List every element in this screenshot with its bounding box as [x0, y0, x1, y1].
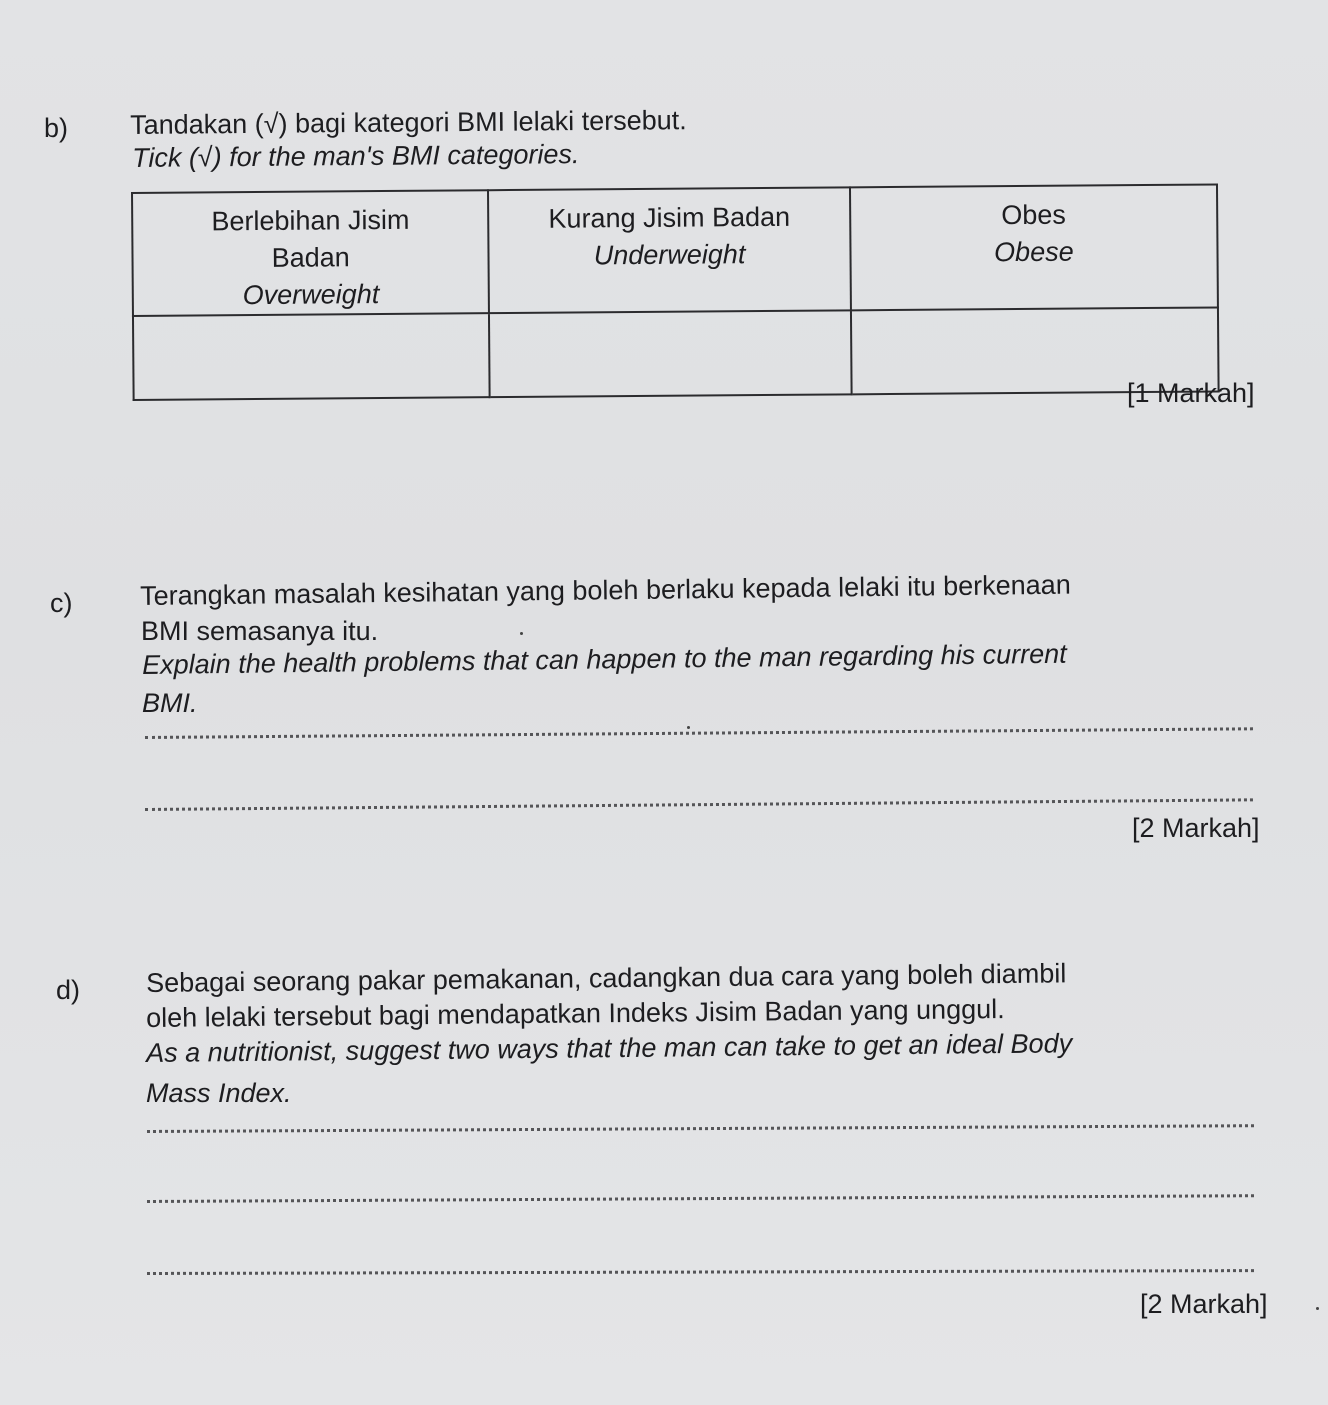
tick-cell-overweight[interactable] — [133, 313, 490, 400]
bmi-category-table — [131, 183, 1220, 401]
paper-speck — [520, 632, 523, 635]
header-overweight-en: Overweight — [242, 279, 380, 311]
header-overweight — [132, 190, 489, 316]
header-overweight-ms2: Badan — [271, 242, 350, 273]
paper-speck — [687, 726, 690, 729]
answer-line-d2[interactable] — [147, 1194, 1254, 1203]
header-obese-en: Obese — [993, 236, 1074, 268]
paper-speck — [1316, 1307, 1319, 1310]
question-b-instruction-en: Tick (√) for the man's BMI categories. — [131, 139, 580, 173]
question-c-ms-line1: Terangkan masalah kesihatan yang boleh berlaku kepada lelaki itu berkenaan — [139, 569, 1071, 611]
answer-line-c1[interactable] — [145, 727, 1253, 739]
question-d-en-line2: Mass Index. — [146, 1078, 292, 1108]
table-tick-row — [133, 307, 1219, 400]
question-d-ms-line1: Sebagai seorang pakar pemakanan, cadangkan dua cara yang boleh diambil — [145, 958, 1067, 998]
header-underweight — [488, 187, 850, 313]
question-c-marks: [2 Markah] — [1132, 813, 1260, 843]
question-b-instruction-ms: Tandakan (√) bagi kategori BMI lelaki tersebut. — [129, 105, 687, 140]
question-b-label: b) — [44, 113, 69, 143]
answer-line-c2[interactable] — [145, 798, 1253, 811]
answer-line-d3[interactable] — [147, 1269, 1254, 1275]
answer-line-d1[interactable] — [147, 1124, 1254, 1133]
question-d-marks: [2 Markah] — [1140, 1289, 1268, 1319]
question-c-ms-line2: BMI semasanya itu. — [141, 616, 379, 646]
question-b-marks: [1 Markah] — [1127, 378, 1255, 408]
header-obese-ms1: Obes — [1001, 199, 1066, 231]
header-underweight-en: Underweight — [593, 239, 746, 271]
header-overweight-ms1: Berlebihan Jisim — [211, 204, 410, 237]
table-header-row — [132, 184, 1218, 316]
question-d-label: d) — [56, 975, 81, 1005]
question-c-en-line2: BMI. — [142, 688, 198, 718]
question-c-en-line1: Explain the health problems that can happen to the man regarding his current — [141, 638, 1067, 680]
header-underweight-ms1: Kurang Jisim Badan — [548, 201, 791, 234]
question-c-label: c) — [50, 588, 73, 618]
header-obese — [850, 184, 1218, 310]
tick-cell-underweight[interactable] — [489, 310, 851, 397]
question-d-ms-line2: oleh lelaki tersebut bagi mendapatkan Indeks Jisim Badan yang unggul. — [145, 994, 1005, 1033]
question-d-en-line1: As a nutritionist, suggest two ways that the man can take to get an ideal Body — [145, 1028, 1073, 1068]
